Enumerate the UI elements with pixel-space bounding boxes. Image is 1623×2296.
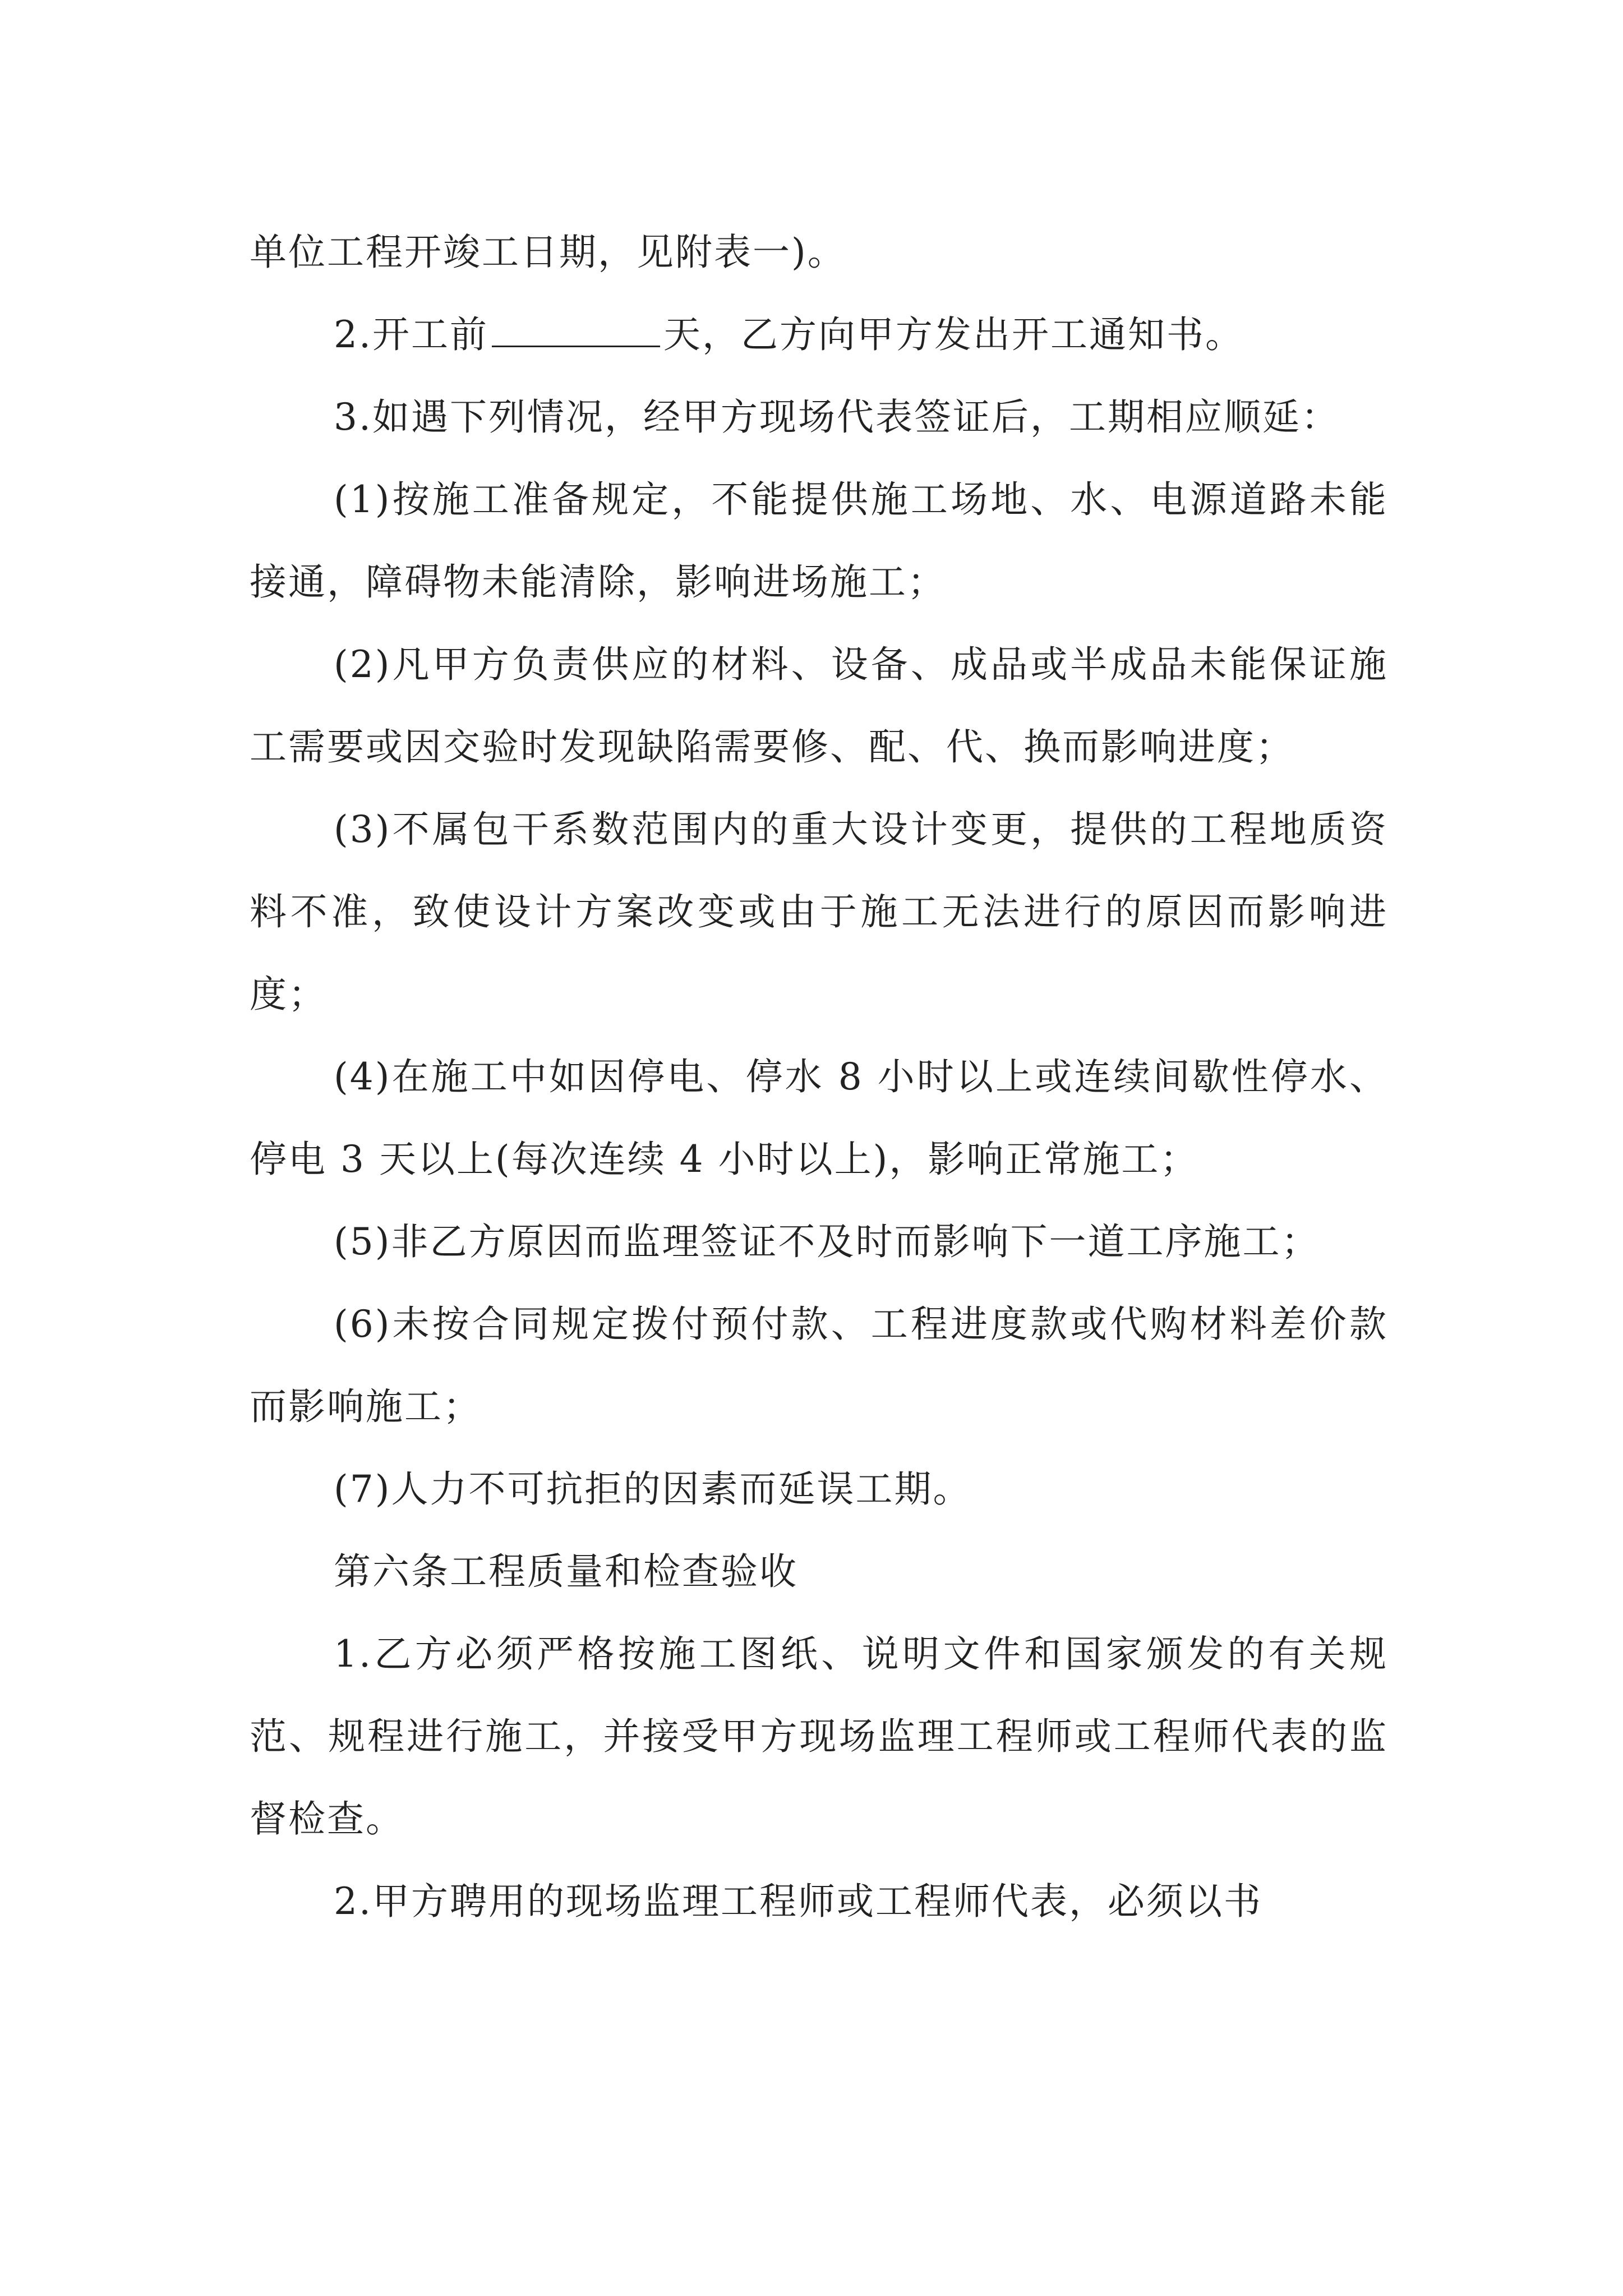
paragraph: (2)凡甲方负责供应的材料、设备、成品或半成品未能保证施工需要或因交验时发现缺陷需要修、配、代、换而影响进度； — [250, 643, 1388, 769]
paragraph: 1.乙方必须严格按施工图纸、说明文件和国家颁发的有关规范、规程进行施工，并接受甲方现场监理工程师或工程师代表的监督检查。 — [250, 1632, 1388, 1841]
paragraph: 2.甲方聘用的现场监理工程师或工程师代表，必须以书 — [334, 1880, 1262, 1923]
paragraph: (4)在施工中如因停电、停水 8 小时以上或连续间歇性停水、停电 3 天以上(每次连续 4 小时以上)，影响正常施工； — [250, 1055, 1388, 1181]
paragraph: 3.如遇下列情况，经甲方现场代表签证后，工期相应顺延： — [334, 395, 1340, 439]
paragraph-with-blank — [250, 293, 1388, 376]
paragraph: (1)按施工准备规定，不能提供施工场地、水、电源道路未能接通，障碍物未能清除，影响进场施工； — [250, 478, 1388, 604]
paragraph: (6)未按合同规定拨付预付款、工程进度款或代购材料差价款而影响施工； — [250, 1303, 1388, 1428]
paragraph: (7)人力不可抗拒的因素而延误工期。 — [334, 1467, 972, 1511]
fill-in-blank — [492, 311, 660, 347]
paragraph: (5)非乙方原因而监理签证不及时而影响下一道工序施工； — [334, 1220, 1320, 1263]
section-heading: 第六条工程质量和检查验收 — [334, 1550, 798, 1593]
document-body — [250, 211, 1388, 1943]
paragraph-text-after-blank: 天，乙方向甲方发出开工通知书。 — [663, 313, 1244, 356]
paragraph: 单位工程开竣工日期，见附表一)。 — [250, 231, 846, 274]
paragraph: (3)不属包干系数范围内的重大设计变更，提供的工程地质资料不准，致使设计方案改变或由于施工无法进行的原因而影响进度； — [250, 808, 1388, 1016]
paragraph-text-before-blank: 2.开工前 — [334, 313, 488, 356]
